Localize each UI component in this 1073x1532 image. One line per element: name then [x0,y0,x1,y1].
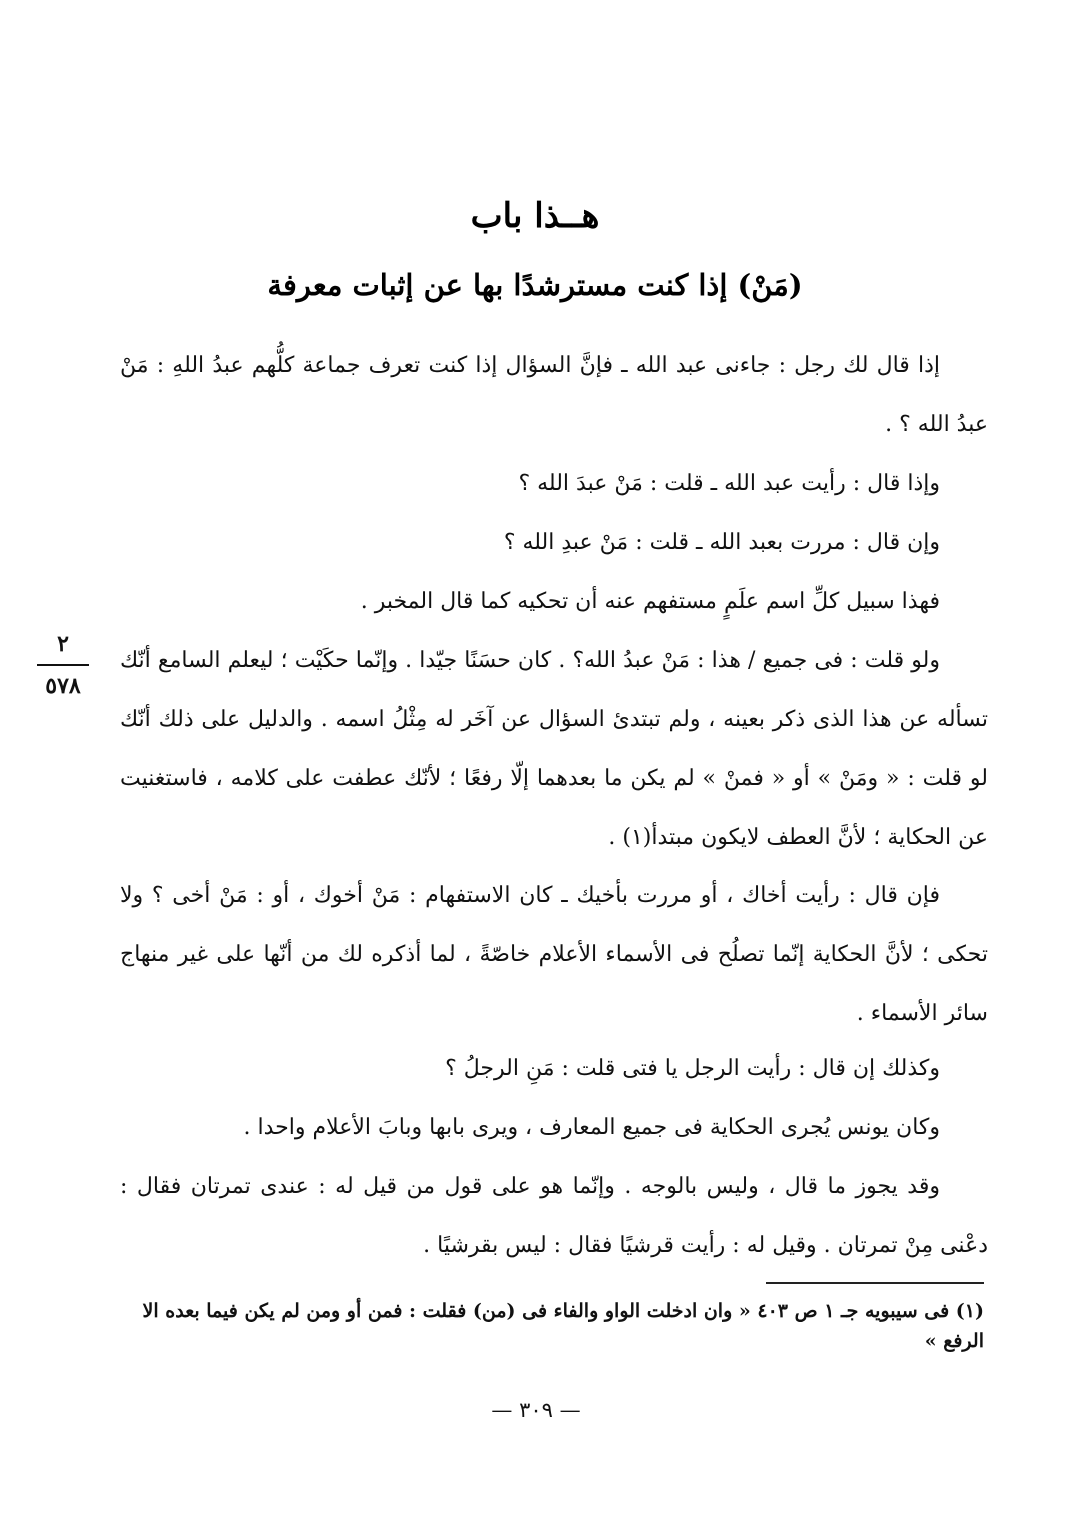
chapter-subtitle: (مَنْ) إذا كنت مسترشدًا بها عن إثبات معرفة [267,268,803,302]
footnote: (١) فى سيبويه جـ ١ ص ٤٠٣ « وان ادخلت الواو والفاء فى (من) فقلت : فمن أو ومن لم يكن فيما بعده الا الرفع » [142,1300,984,1352]
margin-page-reference [28,630,98,700]
chapter-title: هــذا باب [470,196,600,236]
margin-ref-page: ٥٧٨ [45,673,81,699]
paragraph-9: وقد يجوز ما قال ، وليس بالوجه . وإنّما هو على قول من قيل له : عندى تمرتان فقال : دعْنى مِنْ تمرتان . وقيل له : رأيت قرشيًا فقال : ليس بقرشيًا . [120,1174,988,1258]
footnote-separator [766,1282,984,1284]
paragraph-5: ولو قلت : فى جميع / هذا : مَنْ عبدُ الله؟ . كان حسَنًا جيّدا . وإنّما حكَيْت ؛ ليعلم السامع أنّك تسأله عن هذا الذى ذكر بعينه ، ولم تبتدئ السؤال عن آخَر له مِثْلُ اسمه . والدليل على ذلك أنّك لو قلت : « ومَنْ » أو « فمنْ » لم يكن ما بعدهما إلّا رفعًا ؛ لأنّك عطفت على كلامه ، فاستغنيت عن الحكاية ؛ لأنَّ العطف لايكون مبتدأ(١) . [120,648,988,850]
paragraph-3: وإن قال : مررت بعبد الله ـ قلت : مَنْ عبدِ الله ؟ [503,530,940,555]
page-number: — ٣٠٩ — [491,1398,581,1422]
paragraph-7: وكذلك إن قال : رأيت الرجل يا فتى قلت : مَنِ الرجلُ ؟ [445,1056,940,1081]
paragraph-2: وإذا قال : رأيت عبد الله ـ قلت : مَنْ عبدَ الله ؟ [518,471,940,496]
paragraph-6: فإن قال : رأيت أخاك ، أو مررت بأخيك ـ كان الاستفهام : مَنْ أخوك ، أو : مَنْ أخى ؟ ولا تحكى ؛ لأنَّ الحكاية إنّما تصلُح فى الأسماء الأعلام خاصّةً ، لما أذكره لك من أنّها على غير منهاج سائر الأسماء . [120,883,988,1026]
paragraph-1: إذا قال لك رجل : جاءنى عبد الله ـ فإنَّ السؤال إذا كنت تعرف جماعة كلُّهم عبدُ اللهِ : مَنْ عبدُ الله ؟ . [120,353,988,437]
margin-ref-divider [37,664,89,666]
paragraph-4: فهذا سبيل كلِّ اسم علَمٍ مستفهم عنه أن تحكيه كما قال المخبر . [360,589,940,614]
margin-ref-volume: ٢ [57,631,69,657]
paragraph-8: وكان يونس يُجرى الحكاية فى جميع المعارف ، ويرى بابها وبابَ الأعلام واحدا . [243,1115,940,1140]
